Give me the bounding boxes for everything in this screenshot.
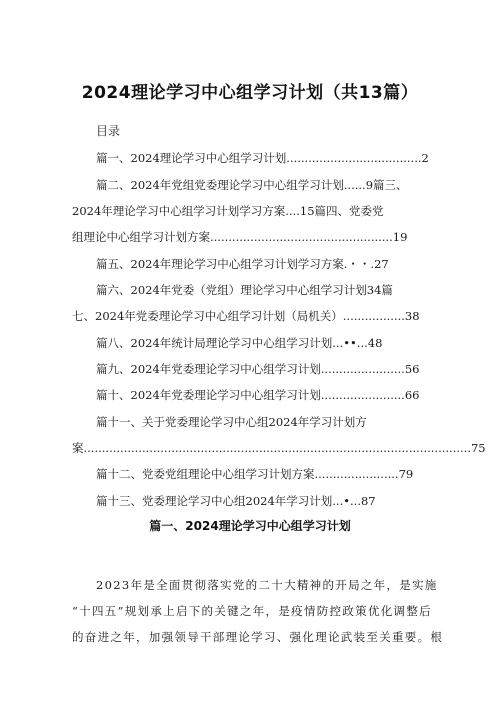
toc-entry[interactable]: 篇十、2024年党委理论学习中心组学习计划.......................66 xyxy=(96,388,420,402)
toc-entry[interactable]: 篇五、2024年理论学习中心组学习计划学习方案.・・.27 xyxy=(96,257,389,271)
toc-entry[interactable]: 七、2024年党委理论学习中心组学习计划（局机关）.................38 xyxy=(72,309,420,323)
toc-entry[interactable]: 篇十三、党委理论学习中心组2024年学习计划...•...87 xyxy=(96,494,376,508)
toc-entry[interactable]: 篇十二、党委党组理论中心组学习计划方案.......................79 xyxy=(96,467,414,481)
toc-entry[interactable]: 案..........................................................................................................75 xyxy=(72,441,486,455)
toc-entry[interactable]: 篇二、2024年党组党委理论学习中心组学习计划......9篇三、 xyxy=(96,178,408,192)
toc-heading: 目录 xyxy=(96,124,121,138)
toc-entry[interactable]: 篇九、2024年党委理论学习中心组学习计划.......................56 xyxy=(96,362,420,376)
toc-entry[interactable]: 篇八、2024年统计局理论学习中心组学习计划...••...48 xyxy=(96,336,383,350)
body-paragraph-line: 2023年是全面贯彻落实党的二十大精神的开局之年，是实施 xyxy=(96,578,438,592)
document-title: 2024理论学习中心组学习计划（共13篇） xyxy=(81,83,419,103)
toc-entry[interactable]: 组理论中心组学习计划方案..................................................19 xyxy=(72,230,408,244)
toc-entry[interactable]: 篇一、2024理论学习中心组学习计划.....................................2 xyxy=(96,151,429,165)
toc-entry[interactable]: 篇六、2024年党委（党组）理论学习中心组学习计划34篇 xyxy=(96,283,393,297)
body-paragraph-line: 的奋进之年，加强领导干部理论学习、强化理论武装至关重要。根 xyxy=(72,630,444,644)
section-title: 篇一、2024理论学习中心组学习计划 xyxy=(149,519,351,533)
body-paragraph-line: “十四五”规划承上启下的关键之年，是疫情防控政策优化调整后 xyxy=(72,604,432,618)
toc-entry[interactable]: 篇十一、关于党委理论学习中心组2024年学习计划方 xyxy=(96,415,367,429)
toc-entry[interactable]: 2024年理论学习中心组学习计划学习方案....15篇四、党委党 xyxy=(72,204,384,218)
